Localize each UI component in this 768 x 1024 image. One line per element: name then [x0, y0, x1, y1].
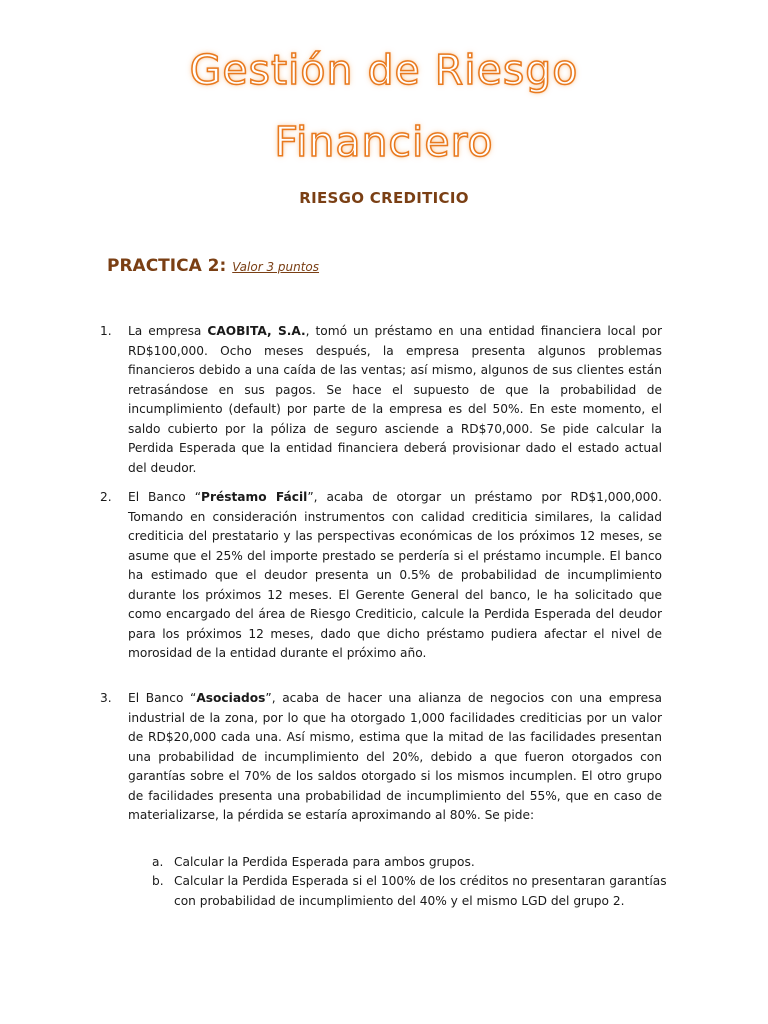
item-text-post: ”, acaba de hacer una alianza de negocios con una empresa industrial de la zona, por lo que ha otorgado 1,000 facilidades crediticias por un valor de RD$20,000 cada una. Así mismo, estima que la mitad de las facilidades presentan una probabilidad de incumplimiento del 20%, debido a que fueron otorgados con garantías sobre el 70% de los saldos otorgado si los mismos incumplen. El otro grupo de facilidades presenta una probabilidad de incumplimiento del 55%, que en caso de materializarse, la pérdida se estaría aproximando al 80%. Se pide: — [128, 691, 662, 822]
sub-item-letter: a. — [152, 855, 164, 869]
sub-item-text: Calcular la Perdida Esperada para ambos grupos. — [174, 855, 475, 869]
exercise-item-3 — [100, 689, 662, 826]
practice-heading — [107, 256, 319, 276]
item-text-post: , tomó un préstamo en una entidad financiera local por RD$100,000. Ocho meses después, la empresa presenta algunos problemas financieros debido a una caída de las ventas; así mismo, algunos de sus clientes están retrasándose en sus pagos. Se hace el supuesto de que la probabilidad de incumplimiento (default) por parte de la empresa es del 50%. En este momento, el saldo cubierto por la póliza de seguro asciende a RD$70,000. Se pide calcular la Perdida Esperada que la entidad financiera deberá provisionar dado el estado actual del deudor. — [128, 324, 662, 475]
sub-item-text: Calcular la Perdida Esperada si el 100% de los créditos no presentaran garantías con probabilidad de incumplimiento del 40% y el mismo LGD del grupo 2. — [174, 874, 667, 908]
item-text-bold: CAOBITA, S.A. — [207, 324, 306, 338]
item-text-pre: El Banco “ — [128, 691, 197, 705]
item-text-pre: El Banco “ — [128, 490, 202, 504]
item-text-post: ”, acaba de otorgar un préstamo por RD$1,000,000. Tomando en consideración instrumentos con calidad crediticia similares, la calidad crediticia del prestatario y las perspectivas económicas de los próximos 12 meses, se asume que el 25% del importe prestado se perdería si el préstamo incumple. El banco ha estimado que el deudor presenta un 0.5% de probabilidad de incumplimiento durante los próximos 12 meses. El Gerente General del banco, le ha solicitado que como encargado del área de Riesgo Crediticio, calcule la Perdida Esperada del deudor para los próximos 12 meses, dado que dicho préstamo pudiera afectar el nivel de morosidad de la entidad durante el próximo año. — [128, 490, 662, 660]
section-subtitle: RIESGO CREDITICIO — [299, 189, 469, 207]
item-text-bold: Asociados — [196, 691, 266, 705]
item-number: 2. — [100, 490, 112, 504]
exercise-item-2 — [100, 488, 662, 664]
item-number: 3. — [100, 691, 112, 705]
document-title-line-1: Gestión de Riesgo — [189, 46, 579, 94]
practice-label: PRACTICA 2: — [107, 256, 227, 276]
item-number: 1. — [100, 324, 112, 338]
exercise-item-1 — [100, 322, 662, 478]
document-title-line-2: Financiero — [274, 118, 494, 166]
item-text-bold: Préstamo Fácil — [201, 490, 308, 504]
practice-value: Valor 3 puntos — [232, 260, 320, 274]
sub-item-a — [152, 853, 674, 873]
item-text-pre: La empresa — [128, 324, 208, 338]
sub-item-b — [152, 872, 674, 911]
sub-item-letter: b. — [152, 874, 164, 888]
